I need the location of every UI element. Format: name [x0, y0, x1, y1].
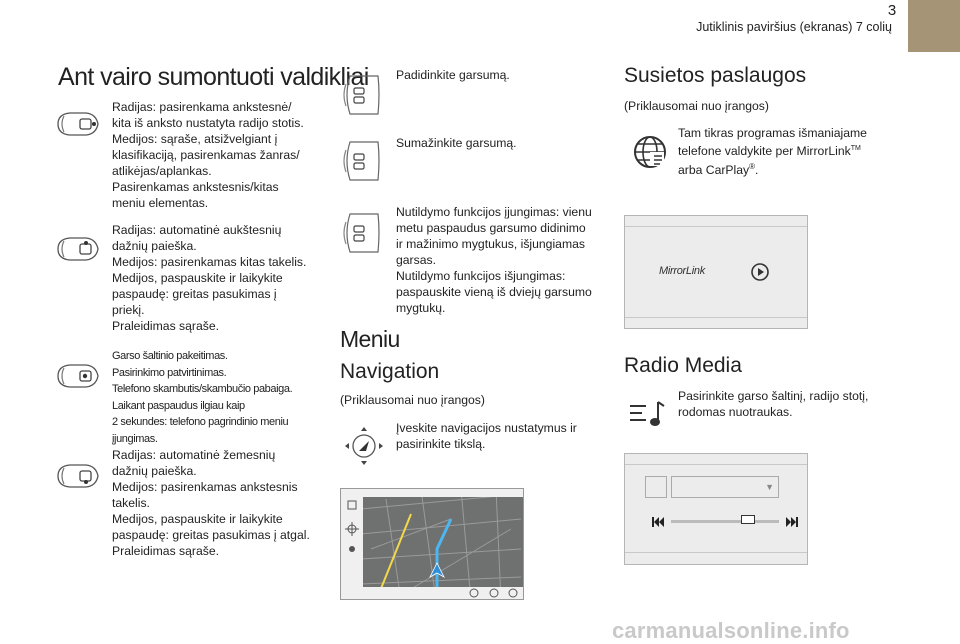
volume-up-text: Padidinkite garsumą. — [396, 68, 510, 82]
section-title-steering-controls: Ant vairo sumontuoti valdikliai — [58, 63, 369, 91]
radio-media-screen — [624, 453, 808, 565]
steering-control-phone-icon — [56, 362, 102, 390]
connected-services-note: (Priklausomai nuo įrangos) — [624, 99, 769, 113]
mute-icon — [340, 210, 384, 256]
chapter-tab — [908, 0, 960, 52]
navigation-map-screen — [340, 488, 524, 600]
page-number: 3 — [887, 2, 897, 19]
mirrorlink-screen — [624, 215, 808, 329]
left-item-2-text: Radijas: automatinė aukštesnių dažnių paieška. Medijos: pasirenkamas kitas takelis. Medijos, paspauskite ir laikykite paspaudę: greitas pasukimas į priekį. Praleidimas sąraše. — [112, 223, 307, 333]
volume-down-text: Sumažinkite garsumą. — [396, 136, 517, 150]
volume-up-icon — [340, 72, 384, 118]
steering-control-up-icon — [56, 235, 102, 263]
skip-next-icon[interactable] — [785, 515, 799, 533]
radio-station-field[interactable] — [671, 476, 779, 498]
navigation-text: Įveskite navigacijos nustatymus ir pasirinkite tikslą. — [396, 421, 577, 451]
progress-track[interactable] — [671, 520, 779, 523]
steering-control-down-icon — [56, 462, 102, 490]
connected-services-title: Susietos paslaugos — [624, 64, 807, 87]
navigation-compass-icon — [342, 424, 386, 468]
mirrorlink-play-icon — [750, 262, 770, 287]
dropdown-arrow-icon: ▼ — [765, 482, 774, 492]
mute-text: Nutildymo funkcijos įjungimas: vienu metu paspaudus garsumo didinimo ir mažinimo mygtukus, išjungiamas garsas. Nutildymo funkcijos išjungimas: paspauskite vieną iš dviejų garsumo mygtukų. — [396, 205, 592, 315]
left-item-4-text: Radijas: automatinė žemesnių dažnių paieška. Medijos: pasirenkamas ankstesnis takelis. Medijos, paspauskite ir laikykite paspaudę: greitas pasukimas į atgal. Praleidimas sąraše. — [112, 448, 310, 558]
connected-services-text: Tam tikras programas išmaniajame telefone valdykite per MirrorLink™ arba CarPlay®. — [678, 126, 867, 178]
navigation-title: Navigation — [340, 360, 440, 383]
menu-title: Meniu — [340, 326, 400, 352]
left-item-1-text: Radijas: pasirenkama ankstesnė/ kita iš anksto nustatyta radijo stotis. Medijos: sąraše, atsižvelgiant į klasifikaciją, pasirenkamas žanras/ atlikėjas/aplankas. Pasirenkamas ankstesnis/kitas meniu elementas. — [112, 100, 304, 210]
watermark-text: carmanualsonline.info — [612, 618, 850, 643]
mirrorlink-logo: MirrorLink — [659, 265, 705, 277]
navigation-note: (Priklausomai nuo įrangos) — [340, 393, 485, 407]
page-header: Jutiklinis paviršius (ekranas) 7 colių — [696, 20, 892, 34]
volume-down-icon — [340, 138, 384, 184]
radio-source-box[interactable] — [645, 476, 667, 498]
connected-globe-icon — [630, 132, 670, 172]
steering-control-mode-icon — [56, 110, 102, 138]
progress-thumb[interactable] — [741, 515, 755, 524]
radio-media-title: Radio Media — [624, 354, 742, 377]
skip-previous-icon[interactable] — [651, 515, 665, 533]
radio-media-icon — [628, 394, 668, 430]
radio-media-text: Pasirinkite garso šaltinį, radijo stotį, rodomas nuotraukas. — [678, 389, 869, 419]
left-item-3-text: Garso šaltinio pakeitimas. Pasirinkimo patvirtinimas. Telefono skambutis/skambučio pabaiga. Laikant paspaudus ilgiau kaip 2 sekundes: telefono pagrindinio meniu įjungimas. — [112, 350, 293, 445]
